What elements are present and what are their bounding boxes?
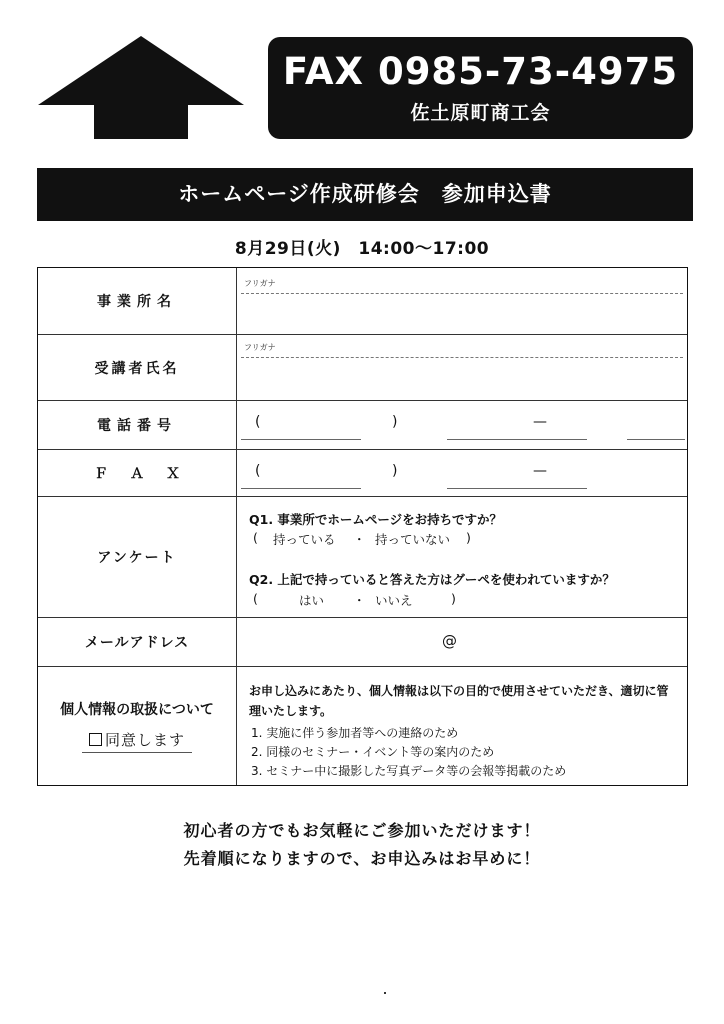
furigana-line: [241, 357, 683, 358]
business-name-field[interactable]: [237, 268, 687, 334]
dash: —: [533, 414, 547, 430]
q1-option-no[interactable]: 持っていない: [375, 532, 451, 547]
email-field[interactable]: [237, 618, 687, 666]
privacy-row: [38, 667, 687, 785]
footer-line-1: 初心者の方でもお気軽にご参加いただけます！: [183, 821, 541, 840]
fax-field[interactable]: [237, 450, 687, 496]
business-name-label: 事業所名: [38, 268, 237, 334]
paren-close: ): [392, 414, 398, 430]
q1-option-yes[interactable]: 持っている: [273, 532, 336, 547]
privacy-item: 2. 同様のセミナー・イベント等の案内のため: [251, 745, 495, 759]
attendee-name-row: [38, 335, 687, 401]
privacy-intro: お申し込みにあたり、個人情報は以下の目的で使用させていただき、適切に管理いたします。: [249, 684, 669, 718]
consent-label: 同意します: [104, 731, 185, 749]
q2-separator: ・: [353, 593, 366, 608]
event-date-time: 8月29日(火) 14:00〜17:00: [234, 239, 490, 259]
phone-field[interactable]: [237, 401, 687, 449]
dash: —: [533, 463, 547, 479]
paren-open: (: [255, 414, 261, 430]
footer-line-2: 先着順になりますので、お申込みはお早めに！: [183, 849, 541, 868]
survey-row: [38, 497, 687, 618]
attendee-name-field[interactable]: [237, 335, 687, 400]
phone-row: [38, 401, 687, 450]
privacy-label: 個人情報の取扱について: [60, 702, 214, 718]
fax-label: ＦＡＸ: [38, 450, 237, 496]
attendee-name-label: 受講者氏名: [38, 335, 237, 400]
fax-row: [38, 450, 687, 497]
fax-underline: [447, 488, 587, 489]
up-arrow-icon: [38, 36, 244, 139]
furigana-label: フリガナ: [244, 343, 276, 352]
consent-underline: [82, 752, 192, 753]
phone-underline: [241, 439, 361, 440]
privacy-item: 3. セミナー中に撮影した写真データ等の会報等掲載のため: [251, 764, 567, 778]
fax-underline: [241, 488, 361, 489]
q2-option-yes[interactable]: はい: [299, 593, 325, 608]
email-row: [38, 618, 687, 667]
survey-question-2: Q2. 上記で持っていると答えた方はグーペを使われていますか？: [249, 572, 615, 587]
furigana-line: [241, 293, 683, 294]
checkbox-icon[interactable]: [89, 733, 102, 746]
q1-separator: ・: [353, 532, 366, 547]
paren-open: (: [255, 463, 261, 479]
survey-label: アンケート: [38, 497, 237, 617]
application-form: [37, 267, 688, 786]
stray-dot: [384, 992, 386, 994]
organization-name: 佐土原町商工会: [410, 102, 551, 124]
q1-paren-close: ): [466, 530, 471, 545]
privacy-content: [237, 667, 687, 785]
q2-paren-close: ): [451, 591, 456, 606]
phone-underline: [447, 439, 587, 440]
privacy-item: 1. 実施に伴う参加者等への連絡のため: [251, 726, 459, 740]
survey-question-1: Q1. 事業所でホームページをお持ちですか？: [249, 512, 503, 527]
page-title: ホームページ作成研修会 参加申込書: [37, 168, 693, 221]
survey-content: [237, 497, 687, 617]
paren-close: ): [392, 463, 398, 479]
at-mark: @: [442, 632, 457, 650]
phone-underline: [627, 439, 685, 440]
fax-number: FAX 0985-73-4975: [282, 50, 679, 93]
q1-paren-open: (: [253, 530, 258, 545]
privacy-label-cell: [38, 667, 237, 785]
furigana-label: フリガナ: [244, 279, 276, 288]
consent-checkbox[interactable]: [89, 729, 185, 750]
phone-label: 電話番号: [38, 401, 237, 449]
business-name-row: [38, 268, 687, 335]
q2-paren-open: (: [253, 591, 258, 606]
q2-option-no[interactable]: いいえ: [375, 593, 413, 608]
fax-header-box: [268, 37, 693, 139]
email-label: メールアドレス: [38, 618, 237, 666]
